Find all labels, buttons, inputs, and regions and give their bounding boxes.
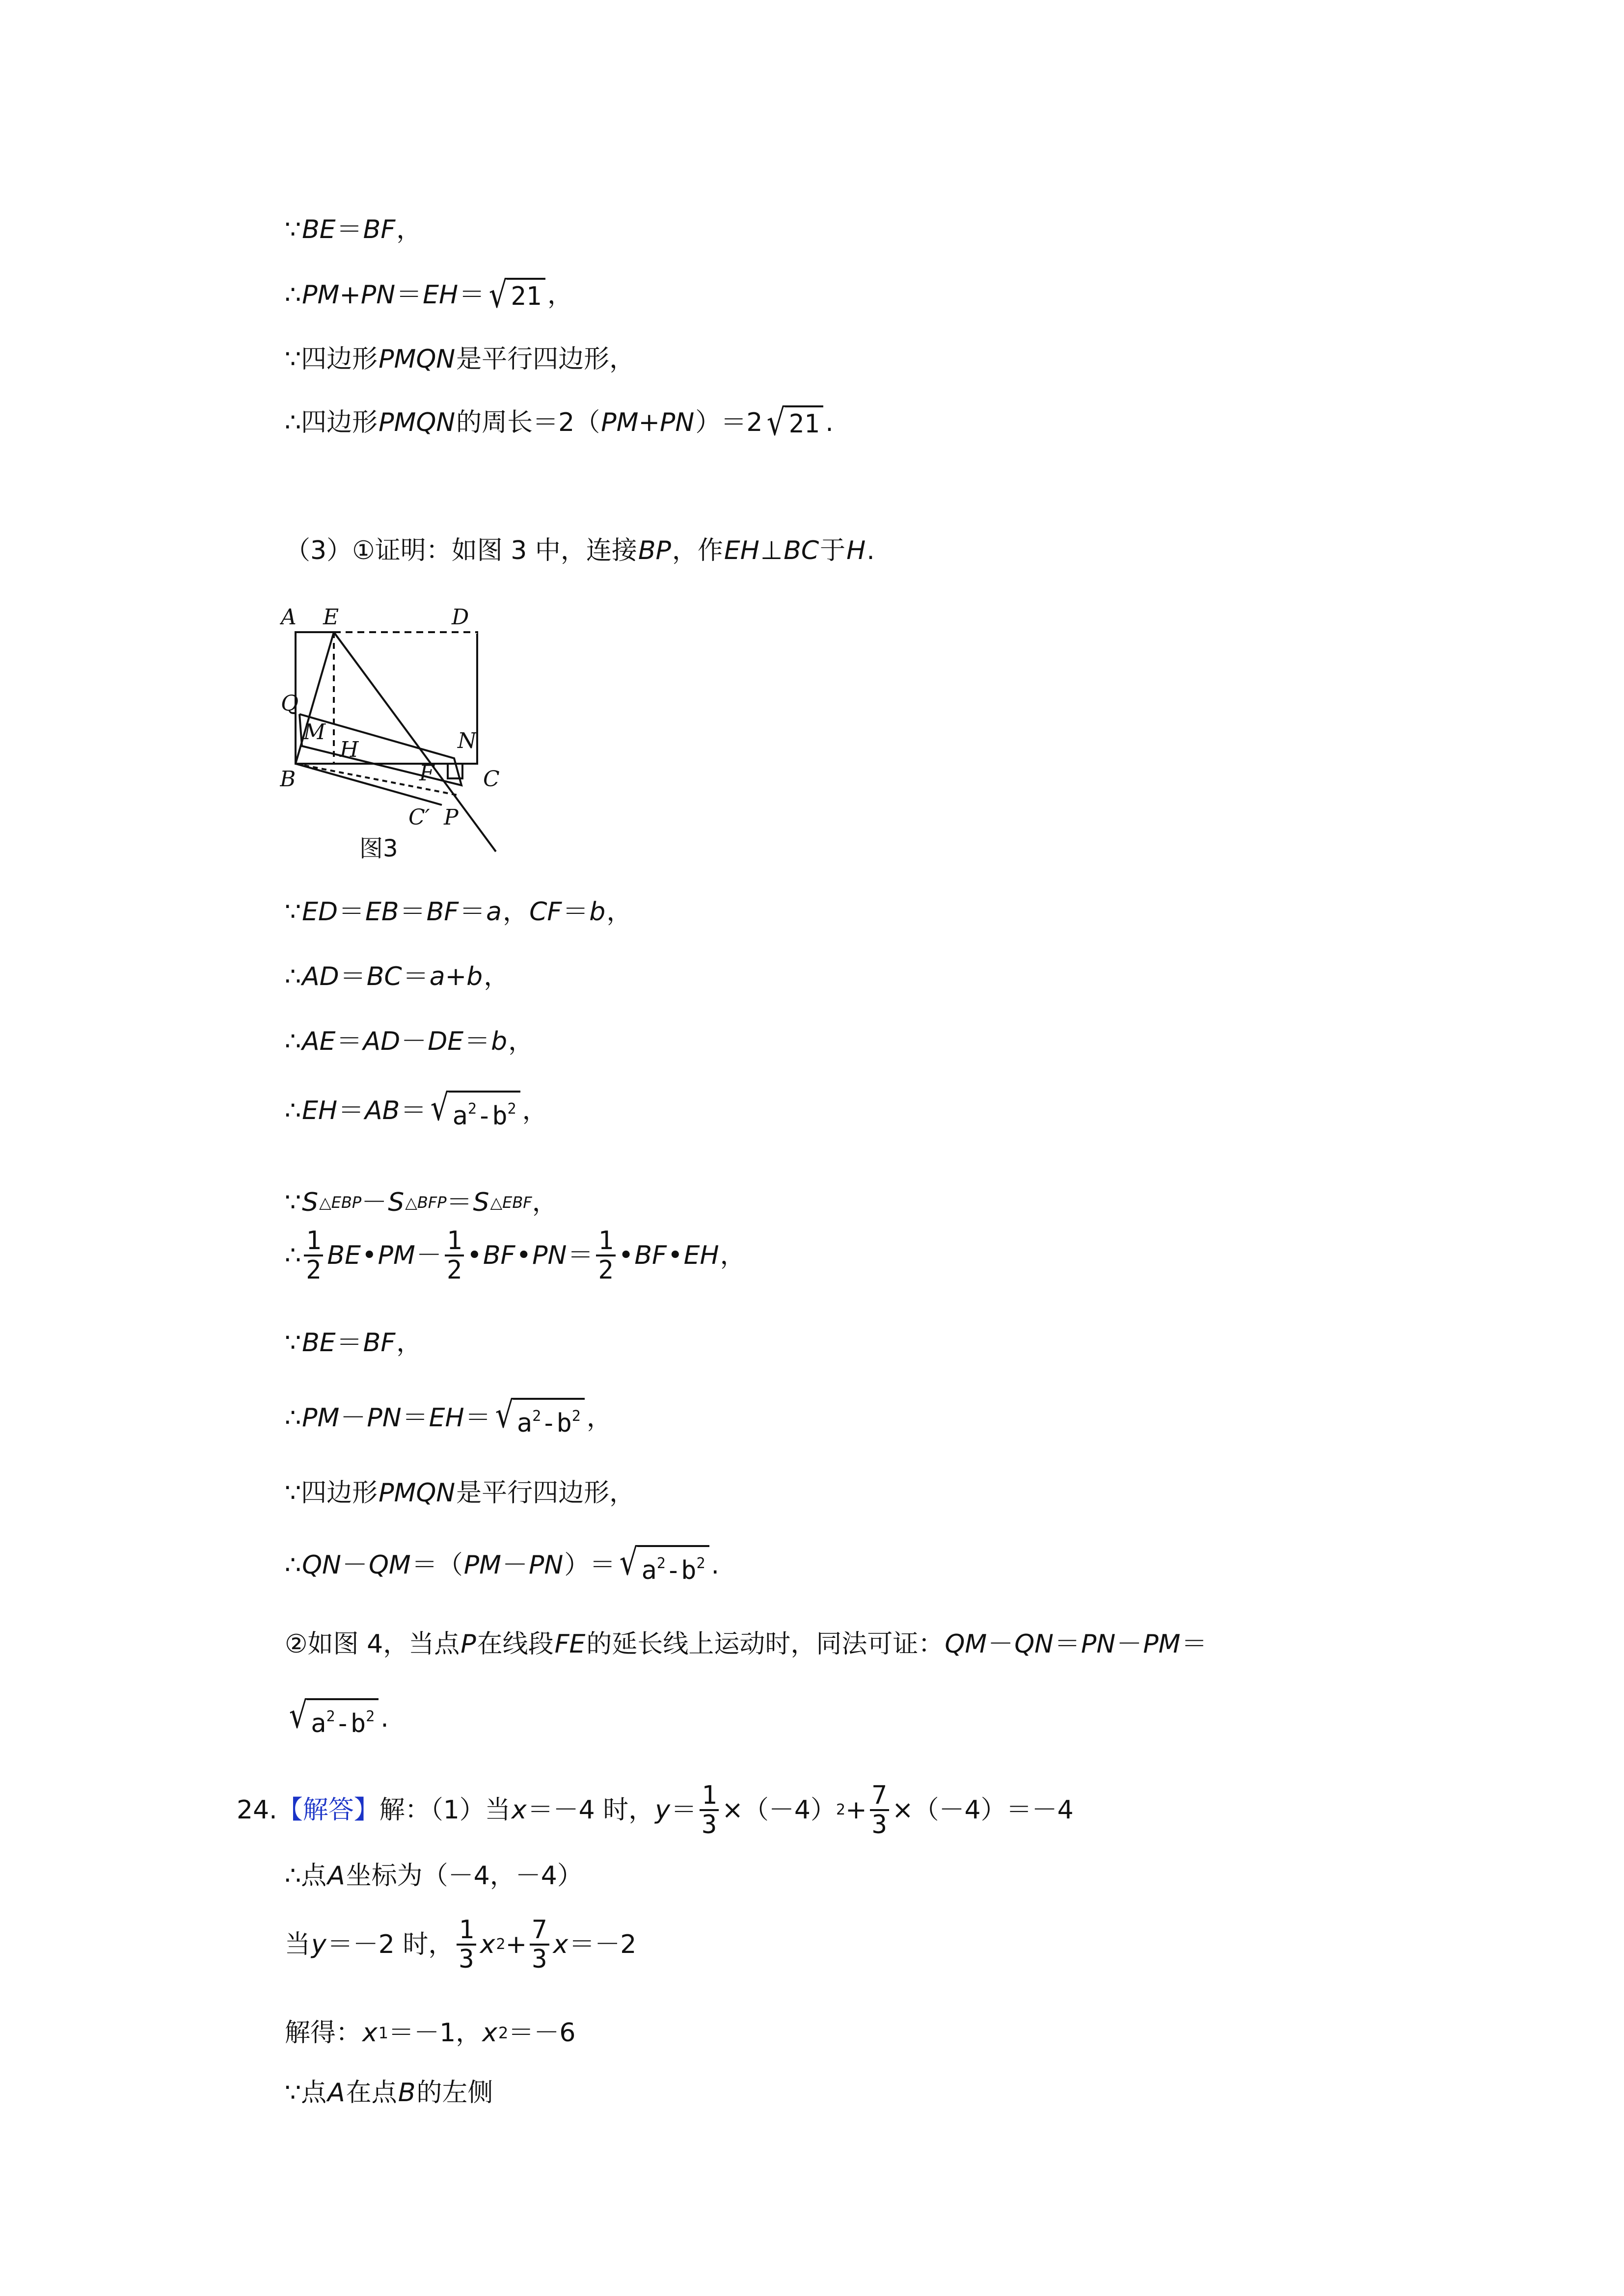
var: H xyxy=(846,536,866,565)
because-symbol: ∵ xyxy=(285,215,301,244)
var: PM+PN xyxy=(601,408,695,437)
proof-line-9: ∴ EH ＝ AB ＝ √ $a^2-b^2$ ， xyxy=(285,1087,548,1131)
equals: ＝ xyxy=(396,280,422,310)
var: BE xyxy=(302,215,336,244)
proof-line-3 xyxy=(285,344,635,375)
question-number: 24. xyxy=(237,1795,277,1825)
proof-line-8: ∴ AE ＝ AD － DE ＝ b ， xyxy=(285,1027,534,1056)
text: 是平行四边形， xyxy=(456,345,635,374)
var: EH xyxy=(423,280,459,310)
proof-line-1 xyxy=(285,214,422,245)
label-M: M xyxy=(303,720,326,745)
punct: ， xyxy=(396,215,422,244)
therefore-symbol: ∴ xyxy=(285,280,301,310)
label-A: A xyxy=(281,605,297,630)
equals: ＝ xyxy=(459,280,485,310)
fraction: $\frac{7}{3}$ xyxy=(530,1916,549,1973)
proof-line-4 xyxy=(285,401,834,444)
fraction: $\frac{1}{3}$ xyxy=(700,1782,719,1839)
radicand: 21 xyxy=(507,278,545,311)
label-C-prime: C′ xyxy=(408,805,430,830)
text: ∵四边形 xyxy=(285,345,378,374)
sqrt-expression: √ $a^2-b^2$ xyxy=(493,1398,585,1438)
var: PMQN xyxy=(379,345,456,374)
fraction: $\frac{1}{3}$ xyxy=(457,1916,476,1973)
text: 于 xyxy=(820,536,846,565)
proof-line-11: ∴ $\frac{1}{2}$ BE • PM － $\frac{1}{2}$ • BF • PN ＝ $\frac{1}{2}$ • BF • EH ， xyxy=(285,1226,746,1285)
answer-line-20: 当 y ＝－2 时， $\frac{1}{3}$ x 2 + $\frac{7}{3}$ x ＝－2 xyxy=(285,1915,637,1974)
text: ）＝2 xyxy=(695,408,763,437)
text: ∴四边形 xyxy=(285,408,378,437)
proof-line-15: ∴ QN － QM ＝（ PM － PN ）＝ √ $a^2-b^2$ . xyxy=(285,1541,720,1585)
var: BP xyxy=(638,536,671,565)
proof-line-13: ∴ PM － PN ＝ EH ＝ √ $a^2-b^2$ ， xyxy=(285,1394,612,1438)
proof-line-14: ∵四边形 PMQN 是平行四边形， xyxy=(285,1478,635,1508)
text: （3）①证明：如图 3 中，连接 xyxy=(285,536,637,565)
equals: ＝ xyxy=(336,215,362,244)
punct: ， xyxy=(547,280,573,310)
label-D: D xyxy=(452,605,469,630)
fraction: $\frac{1}{2}$ xyxy=(304,1227,323,1284)
label-H: H xyxy=(340,737,359,762)
var: PMQN xyxy=(379,408,456,437)
proof-line-16: ②如图 4，当点 P 在线段 FE 的延长线上运动时，同法可证： QM － QN ＝ PN － PM ＝ xyxy=(285,1629,1207,1659)
proof-line-6: ∵ ED ＝ EB ＝ BF ＝ a ， CF ＝ b ， xyxy=(285,897,632,927)
punct: . xyxy=(866,536,875,565)
perp: ⊥ xyxy=(760,536,783,565)
fraction: $\frac{1}{2}$ xyxy=(596,1227,615,1284)
label-P: P xyxy=(444,805,459,830)
punct: . xyxy=(825,408,834,437)
var: BC xyxy=(784,536,819,565)
fraction: $\frac{7}{3}$ xyxy=(870,1782,889,1839)
text: ，作 xyxy=(672,536,723,565)
text: 的周长＝2（ xyxy=(456,408,600,437)
answer-line-21: 解得： x 1 ＝－1， x 2 ＝－6 xyxy=(285,2018,576,2048)
geometry-figure-3 xyxy=(280,594,511,869)
label-E: E xyxy=(323,605,339,630)
var: EH xyxy=(724,536,759,565)
label-B: B xyxy=(280,767,296,792)
proof-line-10: ∵ S △EBP － S △BFP ＝ S △EBF ， xyxy=(285,1188,558,1217)
label-F: F xyxy=(419,761,434,786)
label-C: C xyxy=(483,767,500,792)
radicand: 21 xyxy=(785,405,824,439)
label-Q: Q xyxy=(281,691,299,716)
sqrt-expression: √ 21 xyxy=(487,278,545,312)
label-N: N xyxy=(458,728,477,753)
sqrt-expression: √ $a^2-b^2$ xyxy=(287,1698,379,1738)
answer-line-22: ∵点 A 在点 B 的左侧 xyxy=(285,2078,493,2108)
var: BF xyxy=(363,215,396,244)
proof-line-12: ∵ BE ＝ BF ， xyxy=(285,1328,422,1358)
fraction: $\frac{1}{2}$ xyxy=(445,1227,464,1284)
proof-line-7: ∴ AD ＝ BC ＝ a+b ， xyxy=(285,962,510,991)
figure-caption: 图3 xyxy=(359,835,398,862)
sqrt-expression: √ $a^2-b^2$ xyxy=(617,1545,709,1585)
proof-line-5 xyxy=(285,535,875,566)
proof-line-2 xyxy=(285,274,573,316)
proof-line-17: √ $a^2-b^2$ . xyxy=(285,1698,389,1738)
sqrt-expression: √ 21 xyxy=(764,405,823,440)
answer-line-24: 24. 【解答】 解：（1）当 x ＝－4 时， y ＝ $\frac{1}{3}$ ×（－4） 2 + $\frac{7}{3}$ ×（－4）＝－4 xyxy=(237,1781,1074,1840)
var: PM+PN xyxy=(302,280,396,310)
answer-tag: 【解答】 xyxy=(277,1795,379,1825)
sqrt-expression: √ $a^2-b^2$ xyxy=(428,1091,520,1131)
answer-line-19: ∴点 A 坐标为（－4，－4） xyxy=(285,1861,583,1891)
